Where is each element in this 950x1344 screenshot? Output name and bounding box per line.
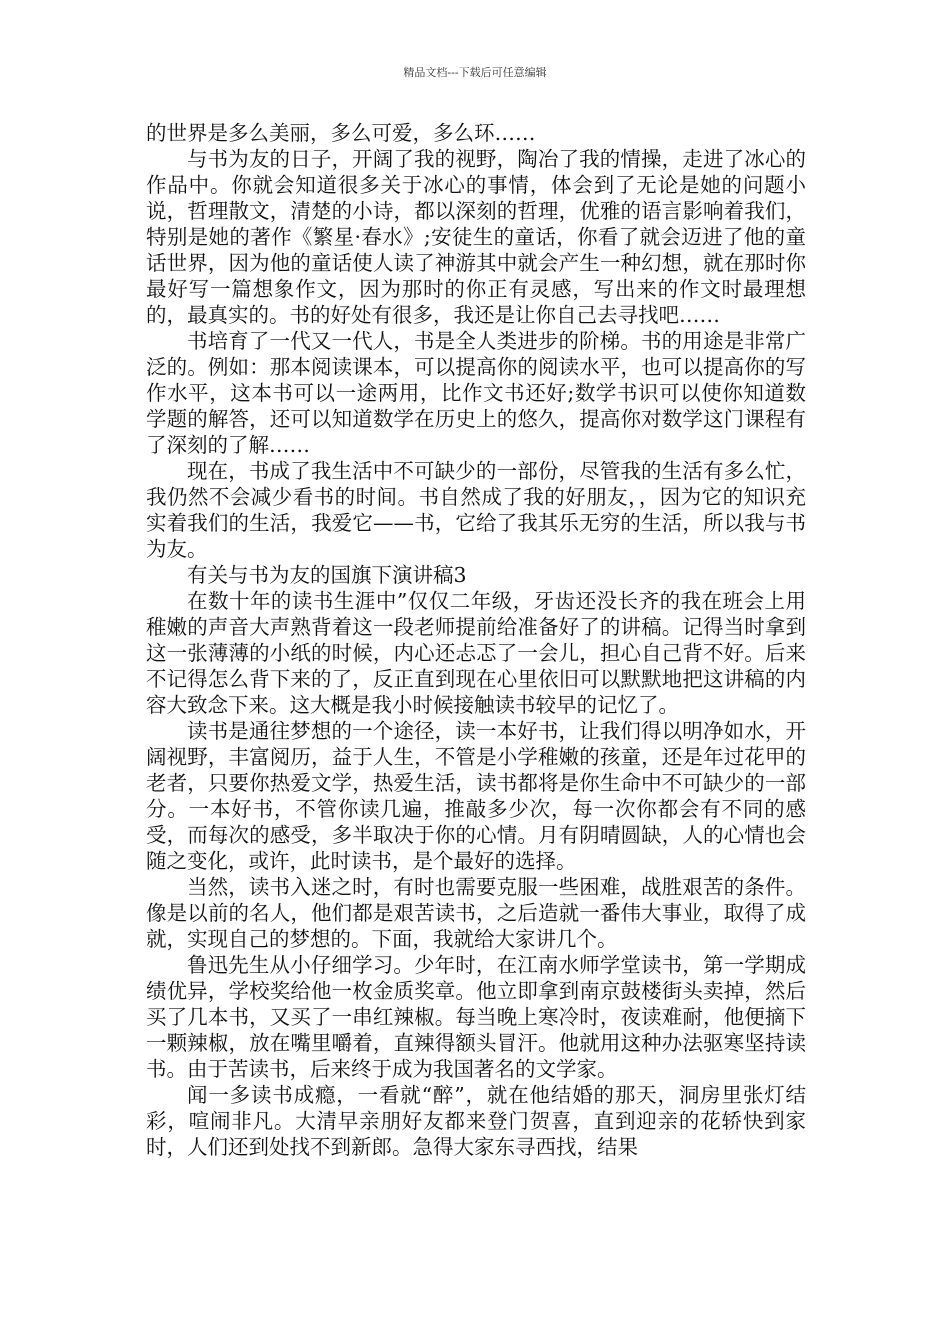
paragraph: 在数十年的读书生涯中”仅仅二年级，牙齿还没长齐的我在班会上用稚嫩的声音大声熟背着这一段老师提前给准备好了的讲稿。记得当时拿到这一张薄薄的小纸的时候，内心还忐忑了一会儿，担心自己背不好。后来不记得怎么背下来的了，反正直到现在心里依旧可以默默地把这讲稿的内容大致念下来。这大概是我小时候接触读书较早的记忆了。	[146, 589, 806, 717]
paragraph: 书培育了一代又一代人，书是全人类进步的阶梯。书的用途是非常广泛的。例如：那本阅读课本，可以提高你的阅读水平，也可以提高你的写作水平，这本书可以一途两用，比作文书还好;数学书识可以使你知道数学题的解答，还可以知道数学在历史上的悠久，提高你对数学这门课程有了深刻的了解……	[146, 329, 806, 457]
paragraph: 现在，书成了我生活中不可缺少的一部份，尽管我的生活有多么忙，我仍然不会减少看书的时间。书自然成了我的好朋友，，因为它的知识充实着我们的生活，我爱它——书，它给了我其乐无穷的生活，所以我与书为友。	[146, 459, 806, 561]
paragraph: 的世界是多么美丽，多么可爱，多么环……	[146, 121, 536, 145]
paragraph: 读书是通往梦想的一个途径，读一本好书，让我们得以明净如水，开阔视野，丰富阅历，益于人生，不管是小学稚嫩的孩童，还是年过花甲的老者，只要你热爱文学，热爱生活，读书都将是你生命中不可缺少的一部分。一本好书，不管你读几遍，推敲多少次，每一次你都会有不同的感受，而每次的感受，多半取决于你的心情。月有阴晴圆缺，人的心情也会随之变化，或许，此时读书，是个最好的选择。	[146, 719, 806, 873]
document-body	[146, 120, 806, 1160]
paragraph: 与书为友的日子，开阔了我的视野，陶冶了我的情操，走进了冰心的作品中。你就会知道很多关于冰心的事情，体会到了无论是她的问题小说，哲理散文，清楚的小诗，都以深刻的哲理，优雅的语言影响着我们，特别是她的著作《繁星·春水》;安徒生的童话，你看了就会迈进了他的童话世界，因为他的童话使人读了神游其中就会产生一种幻想，就在那时你最好写一篇想象作文，因为那时的你正有灵感，写出来的作文时最理想的，最真实的。书的好处有很多，我还是让你自己去寻找吧……	[146, 147, 806, 327]
paragraph: 闻一多读书成瘾，一看就“醉”，就在他结婚的那天，洞房里张灯结彩，喧闹非凡。大清早亲朋好友都来登门贺喜，直到迎亲的花轿快到家时，人们还到处找不到新郎。急得大家东寻西找，结果	[146, 1083, 806, 1159]
paragraph: 鲁迅先生从小仔细学习。少年时，在江南水师学堂读书，第一学期成绩优异，学校奖给他一枚金质奖章。他立即拿到南京鼓楼街头卖掉，然后买了几本书，又买了一串红辣椒。每当晚上寒冷时，夜读难耐，他便摘下一颗辣椒，放在嘴里嚼着，直辣得额头冒汗。他就用这种办法驱寒坚持读书。由于苦读书，后来终于成为我国著名的文学家。	[146, 953, 806, 1081]
page-header: 精品文档---下载后可任意编辑	[403, 66, 547, 79]
paragraph: 当然，读书入迷之时，有时也需要克服一些困难，战胜艰苦的条件。像是以前的名人，他们都是艰苦读书，之后造就一番伟大事业，取得了成就，实现自己的梦想的。下面，我就给大家讲几个。	[146, 875, 806, 951]
section-heading: 有关与书为友的国旗下演讲稿3	[187, 563, 467, 587]
